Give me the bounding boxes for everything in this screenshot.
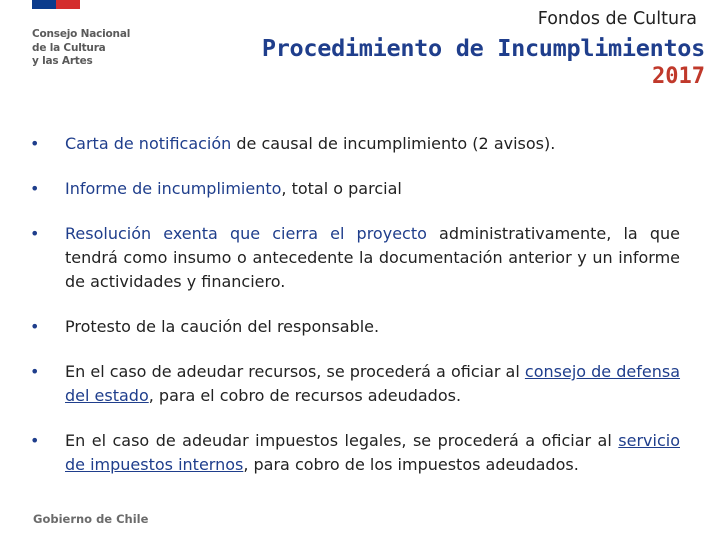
bullet-text: En el caso de adeudar impuestos legales, se procederá a oficiar al <box>65 431 619 450</box>
bullet-dot: • <box>30 362 40 381</box>
list-item <box>30 132 680 156</box>
bullet-dot: • <box>30 224 40 243</box>
cnca-logo <box>32 0 152 80</box>
bullet-highlight: Resolución exenta que cierra el proyecto <box>65 224 427 243</box>
bullet-dot: • <box>30 179 40 198</box>
footer-text: Gobierno de Chile <box>33 512 149 526</box>
bullet-list <box>30 132 680 477</box>
logo-line-2: de la Cultura <box>32 41 106 54</box>
bullet-dot: • <box>30 317 40 336</box>
servicio-impuestos-link[interactable]: servicio de impuestos internos <box>65 431 680 474</box>
logo-line-1: Consejo Nacional <box>32 28 131 40</box>
bullet-text: En el caso de adeudar recursos, se procederá a oficiar al <box>65 362 525 381</box>
bullet-text: , para el cobro de recursos adeudados. <box>148 386 462 405</box>
list-item <box>30 315 680 339</box>
bullet-text: administrativamente, la que tendrá como insumo o antecedente la documentación anterior y un informe de actividades y financiero. <box>65 224 680 291</box>
logo-flag-blue <box>32 0 56 9</box>
consejo-defensa-link[interactable]: consejo de defensa del estado <box>65 362 681 405</box>
bullet-highlight: Informe de incumplimiento <box>65 179 282 198</box>
list-item <box>30 429 680 477</box>
bullet-dot: • <box>30 134 40 153</box>
bullet-text: , total o parcial <box>281 179 402 198</box>
logo-flag-red <box>56 0 80 9</box>
logo-line-3: y las Artes <box>32 55 93 67</box>
page-title: Procedimiento de Incumplimientos <box>261 34 705 62</box>
logo-text <box>32 28 152 69</box>
bullet-highlight: Carta de notificación <box>65 134 232 153</box>
bullet-dot: • <box>30 431 40 450</box>
list-item <box>30 222 680 294</box>
header-year: 2017 <box>652 64 705 89</box>
header-subtitle: Fondos de Cultura <box>537 9 697 29</box>
bullet-text: de causal de incumplimiento (2 avisos). <box>231 134 556 153</box>
list-item <box>30 360 680 408</box>
bullet-text: , para cobro de los impuestos adeudados. <box>243 455 579 474</box>
bullet-text: Protesto de la caución del responsable. <box>65 317 380 336</box>
list-item <box>30 177 680 201</box>
